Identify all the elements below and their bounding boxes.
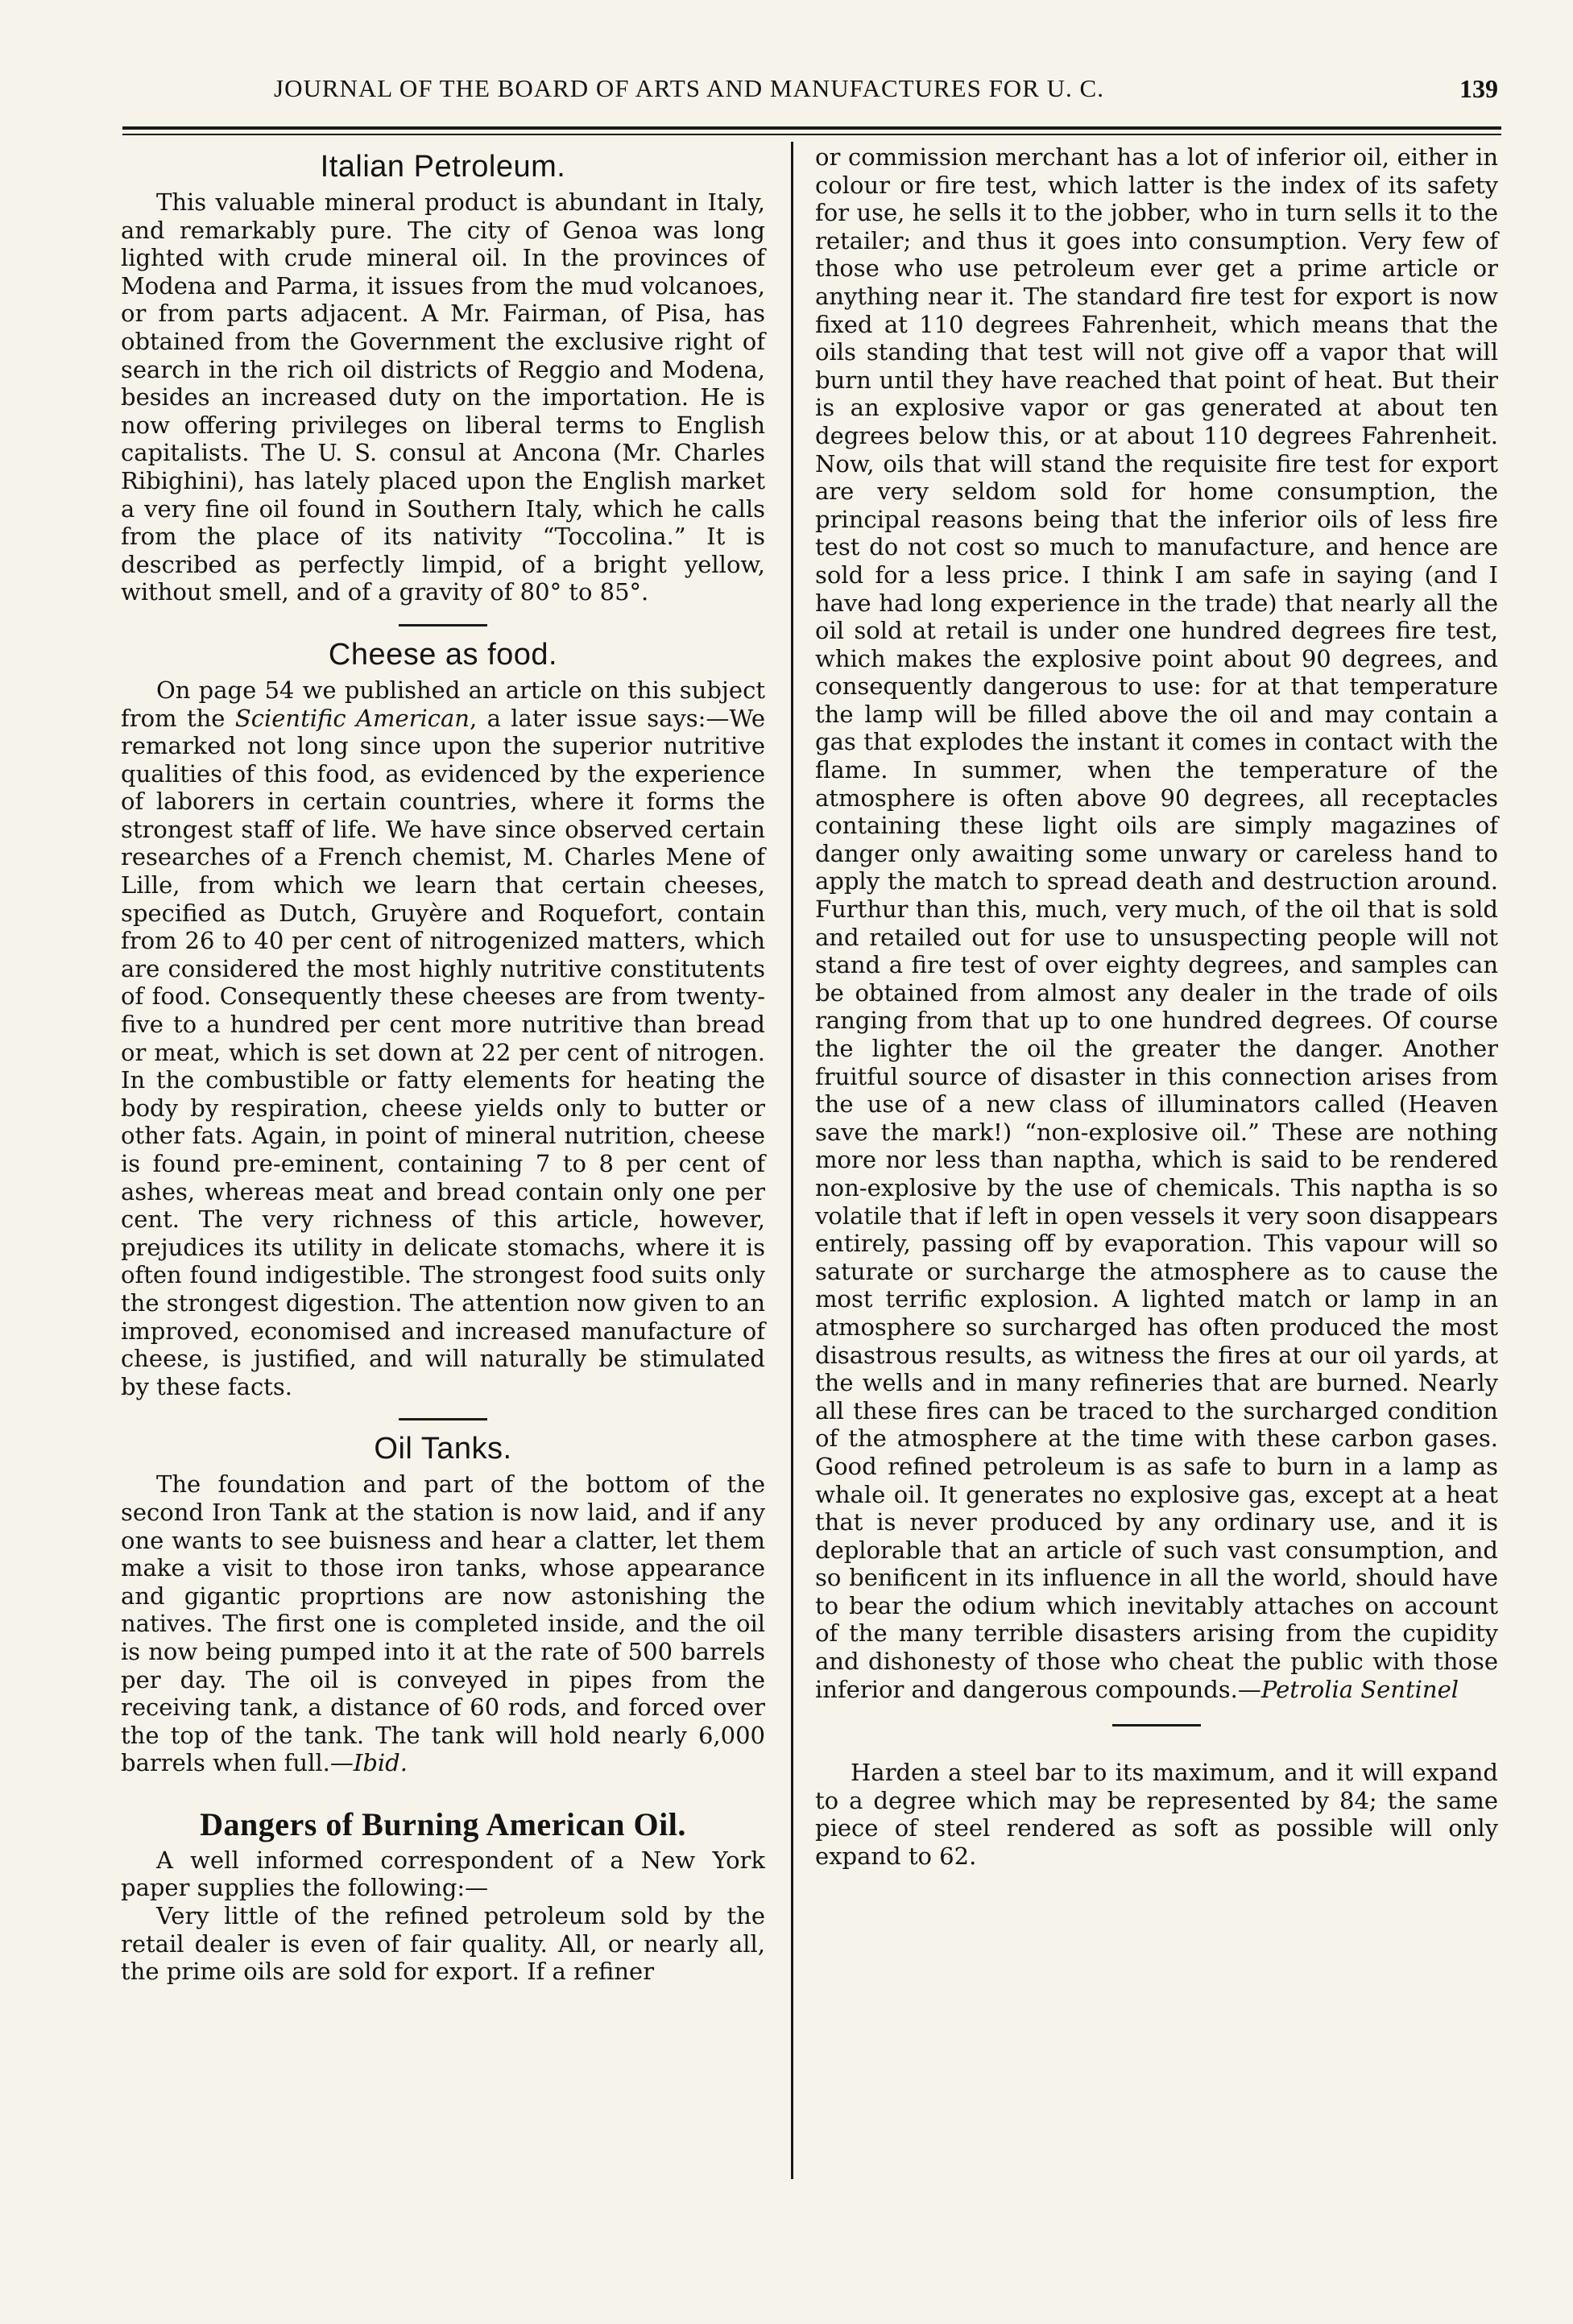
section-separator bbox=[1112, 1724, 1201, 1726]
article-title-dangers: Dangers of Burning American Oil. bbox=[200, 1805, 686, 1842]
left-column bbox=[121, 143, 765, 1986]
section-separator bbox=[399, 1418, 487, 1420]
article-title-cheese: Cheese as food. bbox=[328, 637, 558, 672]
section-gap bbox=[121, 1777, 765, 1801]
article-body-dangers-start: Very little of the refined petroleum sold by the retail dealer is even of fair quality. All, or nearly all, the prime oils are sold for export. If a refiner bbox=[121, 1902, 765, 1986]
page-header bbox=[81, 74, 1498, 114]
cheese-body-rest: , a later issue says:—We remarked not long since upon the superior nutritive qualities of this food, as evidenced by the experience of laborers in certain countries, where it forms the strongest staff of life. We have since observed certain researches of a French chemist, M. Charles Mene of Lille, from which we learn that certain cheeses, specified as Dutch, Gruyère and Roquefort, contain from 26 to 40 per cent of nitrogenized matters, which are considered the most highly nutritive constitutents of food. Consequently these cheeses are from twenty-five to a hundred per cent more nutritive than bread or meat, which is set down at 22 per cent of nitrogen. In the combustible or fatty elements for heating the body by respiration, cheese yields only to butter or other fats. Again, in point of mineral nutrition, cheese is found pre-eminent, containing 7 to 8 per cent of ashes, whereas meat and bread contain only one per cent. The very richness of this article, however, prejudices its utility in delicate stomachs, where it is often found indigestible. The strongest food suits only the strongest digestion. The attention now given to an improved, economised and increased manufacture of cheese, is justified, and will naturally be stimulated by these facts. bbox=[121, 704, 766, 1400]
section-separator bbox=[399, 624, 487, 626]
article-body-dangers-continued bbox=[815, 143, 1498, 1703]
article-body-steel-bar: Harden a steel bar to its maximum, and it will expand to a degree which may be represented by 84; the same piece of steel rendered as soft as possible will only expand to 62. bbox=[815, 1759, 1498, 1871]
cheese-body-start: On page 54 we published an article on this subject from the bbox=[121, 676, 765, 732]
article-title-oil-tanks: Oil Tanks. bbox=[374, 1432, 512, 1466]
dangers-body-continued: or commission merchant has a lot of inferior oil, either in colour or fire test, which latter is the index of its safety for use, he sells it to the jobber, who in turn sells it to the retailer; and thus it goes into consumption. Very few of those who use petroleum ever get a prime article or anything near it. The standard fire test for export is now fixed at 110 degrees Fahrenheit, which means that the oils standing that test will not give off a vapor that will burn until they have reached that point of heat. But their is an explosive vapor or gas generated at about ten degrees below this, or at about 110 degrees Fahrenheit. Now, oils that will stand the requisite fire test for export are very seldom sold for home consumption, the principal reasons being that the inferior oils of less fire test do not cost so much to manufacture, and hence are sold for a less price. I think I am safe in saying (and I have had long experience in the trade) that nearly all the oil sold at retail is under one hundred degrees fire test, which makes the explosive point about 90 degrees, and consequently dangerous to use: for at that temperature the lamp will be filled above the oil and may contain a gas that explodes the instant it comes in contact with the flame. In summer, when the temperature of the atmosphere is often above 90 degrees, all receptacles containing these light oils are simply magazines of danger only awaiting some unwary or careless hand to apply the match to spread death and destruction around. Furthur than this, much, very much, of the oil that is sold and retailed out for use to unsuspecting people will not stand a fire test of over eighty degrees, and samples can be obtained from almost any dealer in the trade of oils ranging from that up to one hundred degrees. Of course the lighter the oil the greater the danger. Another fruitful source of disaster in this connection arises from the use of a new class of illuminators called (Heaven save the mark!) “non-explosive oil.” These are nothing more nor less than naptha, which is said to be rendered non-explosive by the use of chemicals. This naptha is so volatile that if left in open vessels it very soon disappears entirely, passing off by evaporation. This vapour will so saturate or surcharge the atmosphere as to cause the most terrific explosion. A lighted match or lamp in an atmosphere so surcharged has often produced the most disastrous results, as witness the fires at our oil yards, at the wells and in many refineries that are burned. Nearly all these fires can be traced to the surcharged condition of the atmosphere at the time with these carbon gases. Good refined petroleum is as safe to burn in a lamp as whale oil. It generates no explosive gas, except at a heat that is never produced by any ordinary use, and it is deplorable that an article of such vast consumption, and so benificent in its influence in all the world, should have to bear the odium which inevitably attaches on account of the many terrible disasters arising from the cupidity and dishonesty of those who cheat the public with those inferior and dangerous compounds.— bbox=[815, 143, 1498, 1703]
column-divider bbox=[791, 142, 793, 2179]
article-body-cheese bbox=[121, 676, 765, 1400]
article-intro-dangers: A well informed correspondent of a New York paper supplies the following:— bbox=[121, 1846, 765, 1902]
page-number: 139 bbox=[1459, 74, 1498, 103]
right-column bbox=[815, 143, 1498, 1871]
oil-tanks-source: Ibid. bbox=[353, 1749, 408, 1777]
article-body-oil-tanks bbox=[121, 1470, 765, 1777]
header-rule-thick bbox=[122, 126, 1501, 130]
dangers-source: Petrolia Sentinel bbox=[1260, 1675, 1459, 1703]
header-rule-thin bbox=[122, 134, 1501, 135]
article-body-italian-petroleum: This valuable mineral product is abundant in Italy, and remarkably pure. The city of Genoa was long lighted with crude mineral oil. In the provinces of Modena and Parma, it issues from the mud volcanoes, or from parts adjacent. A Mr. Fairman, of Pisa, has obtained from the Government the exclusive right of search in the rich oil districts of Reggio and Modena, besides an increased duty on the importation. He is now offering privileges on liberal terms to English capitalists. The U. S. consul at Ancona (Mr. Charles Ribighini), has lately placed upon the English market a very fine oil found in Southern Italy, which he calls from the place of its nativity “Toccolina.” It is described as perfectly limpid, of a bright yellow, without smell, and of a gravity of 80° to 85°. bbox=[121, 188, 765, 606]
running-title: JOURNAL OF THE BOARD OF ARTS AND MANUFACTURES FOR U. C. bbox=[274, 74, 1104, 102]
cheese-source-title: Scientific American bbox=[234, 704, 470, 732]
oil-tanks-body: The foundation and part of the bottom of the second Iron Tank at the station is now laid, and if any one wants to see buisness and hear a clatter, let them make a visit to those iron tanks, whose appearance and gigantic proprtions are now astonishing the natives. The first one is completed inside, and the oil is now being pumped into it at the rate of 500 barrels per day. The oil is conveyed in pipes from the receiving tank, a distance of 60 rods, and forced over the top of the tank. The tank will hold nearly 6,000 barrels when full.— bbox=[121, 1470, 765, 1777]
article-title-italian-petroleum: Italian Petroleum. bbox=[320, 150, 566, 184]
